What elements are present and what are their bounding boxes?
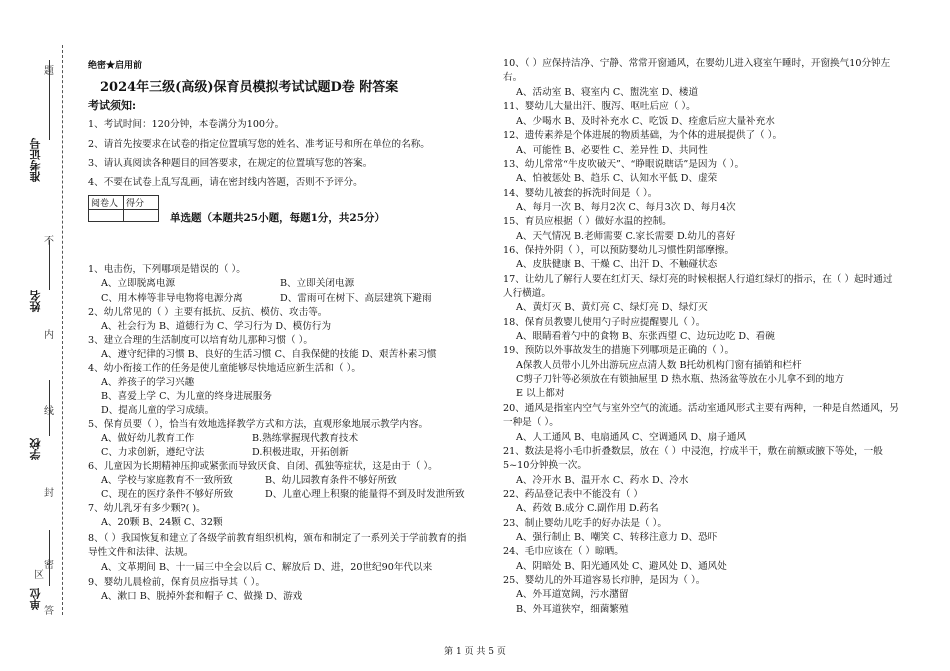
section-title: 单选题（本题共25小题，每题1分，共25分）	[170, 212, 386, 224]
option-line: C、力求创新，遵纪守法	[101, 447, 205, 458]
binding-dashed-line	[62, 45, 63, 615]
question-line: 7、幼儿乳牙有多少颗?( )。	[88, 503, 206, 514]
option-line: A、人工通风 B、电扇通风 C、空调通风 D、扇子通风	[516, 432, 747, 443]
question-line: 15、育员应根据（ ）做好水温的控制。	[503, 216, 672, 227]
binding-mark: 封	[44, 488, 54, 499]
name-underline	[49, 240, 50, 290]
option-line: A、少喝水 B、及时补充水 C、吃饭 D、痊愈后应大量补充水	[516, 116, 775, 127]
binding-mark: 线	[44, 406, 54, 417]
option-line: A、可能性 B、必要性 C、差异性 D、共同性	[516, 145, 708, 156]
notice-line: 3、请认真阅读各种题目的回答要求，在规定的位置填写您的答案。	[88, 158, 373, 169]
option-line: A、药效 B.成分 C.副作用 D.药名	[516, 503, 659, 514]
notice-title: 考试须知:	[88, 99, 137, 112]
admission-number-label: 准考证号	[29, 138, 42, 182]
option-line: A、漱口 B、脱掉外套和帽子 C、做操 D、游戏	[101, 591, 303, 602]
question-line: 2、幼儿常见的（ ）主要有抵抗、反抗、模仿、攻击等。	[88, 307, 328, 318]
question-line: 23、制止婴幼儿吃手的好办法是（ ）。	[503, 518, 667, 529]
school-label: 学校	[29, 438, 42, 460]
option-line: A、眼睛看着勺中的食物 B、东张西望 C、边玩边吃 D、看碗	[516, 331, 775, 342]
notice-line: 2、请首先按要求在试卷的指定位置填写您的姓名、准考证号和所在单位的名称。	[88, 139, 430, 150]
option-line: B、喜爱上学 C、为儿童的终身进展服务	[101, 391, 272, 402]
option-line: A、每月一次 B、每月2次 C、每月3次 D、每月4次	[516, 202, 736, 213]
option-line: B.熟练掌握现代教育技术	[252, 433, 359, 444]
question-line: 9、婴幼儿晨检前，保育员应指导其（ ）。	[88, 577, 266, 588]
binding-mark: 不	[44, 236, 54, 247]
page-footer: 第 1 页 共 5 页	[444, 647, 506, 657]
option-line: D、儿童心理上积聚的能量得不到及时发泄所致	[265, 489, 465, 500]
question-line: 5~10分钟换一次。	[503, 460, 587, 471]
question-line: 22、药品登记表中不能没有（ ）	[503, 489, 643, 500]
question-line: 20、通风是指室内空气与室外空气的流通。活动室通风形式主要有两种，一种是自然通风，另	[503, 403, 899, 414]
question-line: 25、婴幼儿的外耳道容易长疖肿，是因为（ ）。	[503, 575, 706, 586]
binding-mark: 密	[44, 560, 54, 571]
question-line: 12、遗传素养是个体进展的物质基础，为个体的进展提供了（ ）。	[503, 130, 783, 141]
option-line: A、立即脱离电源	[101, 278, 176, 289]
question-line: 11、婴幼儿大量出汗、腹泻、呕吐后应（ ）。	[503, 101, 696, 112]
question-line: 14、婴幼儿被套的拆洗时间是（ ）。	[503, 188, 658, 199]
question-line: 13、幼儿常常“牛皮吹破天”、“睁眼说瞎话”是因为（ ）。	[503, 159, 745, 170]
question-line: 导性文件和法律、法规。	[88, 547, 194, 558]
option-line: A保教人员带小儿外出游玩应点清人数 B托幼机构门窗有插销和栏杆	[516, 360, 802, 371]
question-line: 16、保持外阴（ ），可以预防婴幼儿习惯性阴部摩擦。	[503, 245, 735, 256]
question-line: 8、（ ）我国恢复和建立了各级学前教育组织机构，颁布和制定了一系列关于学前教育的指	[88, 533, 467, 544]
score-table	[88, 195, 159, 222]
option-line: A、养孩子的学习兴趣	[101, 377, 195, 388]
binding-mark: 题	[44, 66, 54, 77]
reviewer-blank	[89, 210, 124, 222]
option-line: B、立即关闭电源	[280, 278, 355, 289]
name-label: 姓名	[29, 290, 42, 312]
question-line: 4、幼小衔接工作的任务是使儿童能够尽快地适应新生活和（ ）。	[88, 363, 361, 374]
option-line: B、幼儿园教育条件不够好所致	[265, 475, 397, 486]
reviewer-cell: 阅卷人	[89, 196, 124, 210]
option-line: C剪子刀针等必须放在有锁抽屉里 D 热水瓶、热汤盆等放在小儿拿不到的地方	[516, 374, 845, 385]
option-line: A、活动室 B、寝室内 C、盥洗室 D、楼道	[516, 87, 699, 98]
option-line: A、社会行为 B、道德行为 C、学习行为 D、模仿行为	[101, 321, 332, 332]
page-title: 2024年三级(高级)保育员模拟考试试题D卷 附答案	[100, 80, 399, 95]
option-line: A、怕被惩处 B、趋乐 C、认知水平低 D、虚荣	[516, 173, 718, 184]
option-line: E 以上都对	[516, 388, 565, 399]
question-line: 人行横道。	[503, 288, 551, 299]
question-line: 18、保育员教婴儿使用勺子时应提醒婴儿（ ）。	[503, 317, 706, 328]
notice-line: 1、考试时间：120分钟，本卷满分为100分。	[88, 119, 285, 130]
option-line: D、雷雨可在树下、高层建筑下避雨	[280, 293, 432, 304]
option-line: D.积极进取，开拓创新	[252, 447, 349, 458]
option-line: A、文革期间 B、十一届三中全会以后 C、解放后 D、进，20世纪90年代以来	[101, 562, 433, 573]
option-line: A、20颗 B、24颗 C、32颗	[101, 517, 223, 528]
question-line: 一种是（ ）。	[503, 417, 559, 428]
question-line: 6、儿童因为长期精神压抑或紧张而导致厌食、自闭、孤独等症状，这是由于（ ）。	[88, 461, 438, 472]
option-line: A、天气情况 B.老师需要 C.家长需要 D.幼儿的喜好	[516, 231, 736, 242]
question-line: 10、（ ）应保持洁净、宁静、常常开窗通风，在婴幼儿进入寝室午睡时，开窗换气10分钟左	[503, 58, 891, 69]
option-line: A、皮肤健康 B、干燥 C、出汗 D、不触碰状态	[516, 259, 718, 270]
score-cell: 得分	[124, 196, 159, 210]
question-line: 21、数法是将小毛巾折叠数层，放在（ ）中浸泡，拧成半干，敷在前额或腋下等处，一般	[503, 446, 883, 457]
option-line: A、强行制止 B、嘲笑 C、转移注意力 D、恐吓	[516, 532, 718, 543]
score-blank	[124, 210, 159, 222]
option-line: A、阴暗处 B、阳光通风处 C、避风处 D、通风处	[516, 561, 727, 572]
question-line: 1、电击伤，下列哪项是错误的（ ）。	[88, 264, 246, 275]
unit-label: 单位	[29, 588, 42, 610]
question-line: 24、毛巾应该在（ ）晾晒。	[503, 546, 624, 557]
question-line: 3、建立合理的生活制度可以培育幼儿那种习惯（ ）。	[88, 335, 314, 346]
question-line: 19、预防以外事故发生的措施下列哪项是正确的（ ）。	[503, 345, 735, 356]
binding-mark: 区	[34, 570, 44, 581]
option-line: B、外耳道狭窄，细菌繁殖	[516, 604, 629, 615]
binding-mark: 答	[44, 606, 54, 617]
question-line: 右。	[503, 72, 523, 83]
question-line: 17、让幼儿了解行人要在红灯天、绿灯亮的时候根据人行道红绿灯的指示，在（ ）起时通过	[503, 274, 893, 285]
option-line: A、做好幼儿教育工作	[101, 433, 195, 444]
question-line: 5、保育员要（ ），恰当有效地选择教学方式和方法，直观形象地展示教学内容。	[88, 419, 429, 430]
option-line: C、现在的医疗条件不够好所致	[101, 489, 234, 500]
option-line: A、遵守纪律的习惯 B、良好的生活习惯 C、自我保健的技能 D、艰苦朴素习惯	[101, 349, 437, 360]
option-line: A、外耳道宽阔，污水潴留	[516, 589, 629, 600]
option-line: A、学校与家庭教育不一致所致	[101, 475, 233, 486]
option-line: D、提高儿童的学习成绩。	[101, 405, 215, 416]
binding-mark: 内	[44, 330, 54, 341]
confidential-mark: 绝密★启用前	[88, 61, 143, 71]
option-line: A、冷开水 B、温开水 C、药水 D、冷水	[516, 475, 689, 486]
option-line: A、黄灯灭 B、黄灯亮 C、绿灯亮 D、绿灯灭	[516, 302, 708, 313]
option-line: C、用木棒等非导电物将电源分离	[101, 293, 243, 304]
notice-line: 4、不要在试卷上乱写乱画，请在密封线内答题，否则不予评分。	[88, 177, 363, 188]
